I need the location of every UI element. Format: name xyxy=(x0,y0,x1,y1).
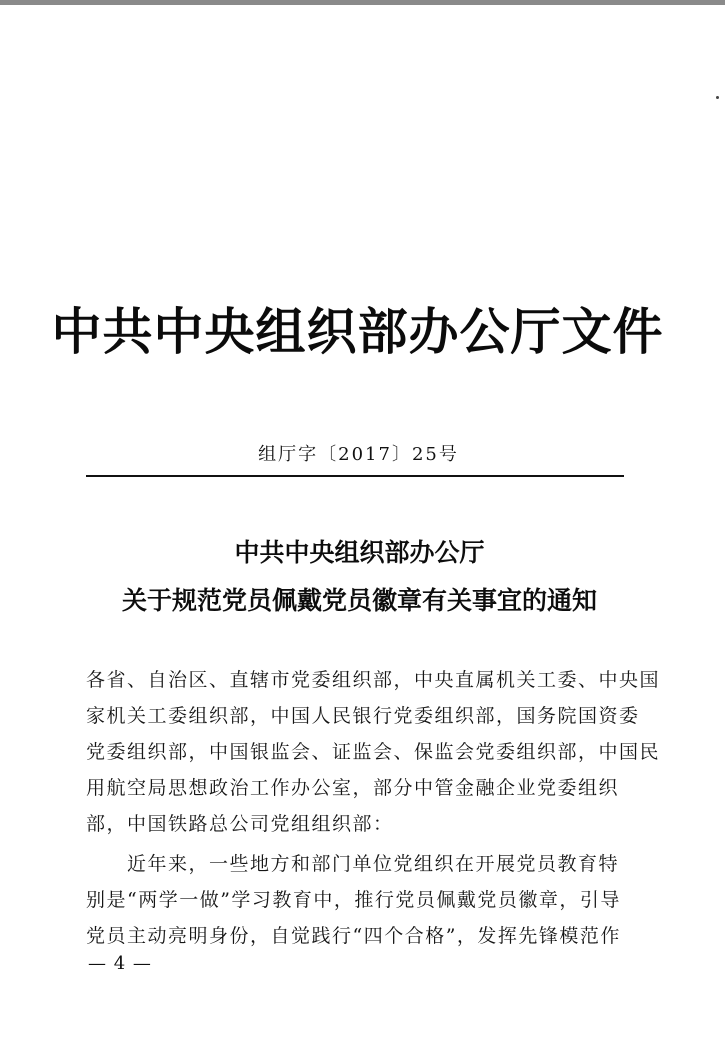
page-top-border xyxy=(0,0,725,5)
document-header-title: 中共中央组织部办公厅文件 xyxy=(51,303,664,361)
notice-title-line-2: 关于规范党员佩戴党员徽章有关事宜的通知 xyxy=(121,586,597,615)
body-line: 近年来，一些地方和部门单位党组织在开展党员教育特 xyxy=(86,853,620,875)
header-divider-line xyxy=(86,475,624,477)
body-line: 用航空局思想政治工作办公室，部分中管金融企业党委组织 xyxy=(86,777,620,799)
notice-title-line-1: 中共中央组织部办公厅 xyxy=(234,538,485,567)
body-line: 党员主动亮明身份，自觉践行“四个合格”，发挥先锋模范作 xyxy=(86,925,621,947)
scan-speck xyxy=(716,96,719,99)
body-line: 党委组织部，中国银监会、证监会、保监会党委组织部，中国民 xyxy=(86,741,661,763)
body-line: 各省、自治区、直辖市党委组织部，中央直属机关工委、中央国 xyxy=(86,669,661,691)
body-line: 部，中国铁路总公司党组组织部： xyxy=(86,813,394,835)
page-number: — 4 — xyxy=(88,953,152,974)
body-line: 家机关工委组织部，中国人民银行党委组织部，国务院国资委 xyxy=(86,705,640,727)
document-number: 组厅字〔2017〕25号 xyxy=(258,444,459,465)
body-line: 别是“两学一做”学习教育中，推行党员佩戴党员徽章，引导 xyxy=(86,889,621,911)
